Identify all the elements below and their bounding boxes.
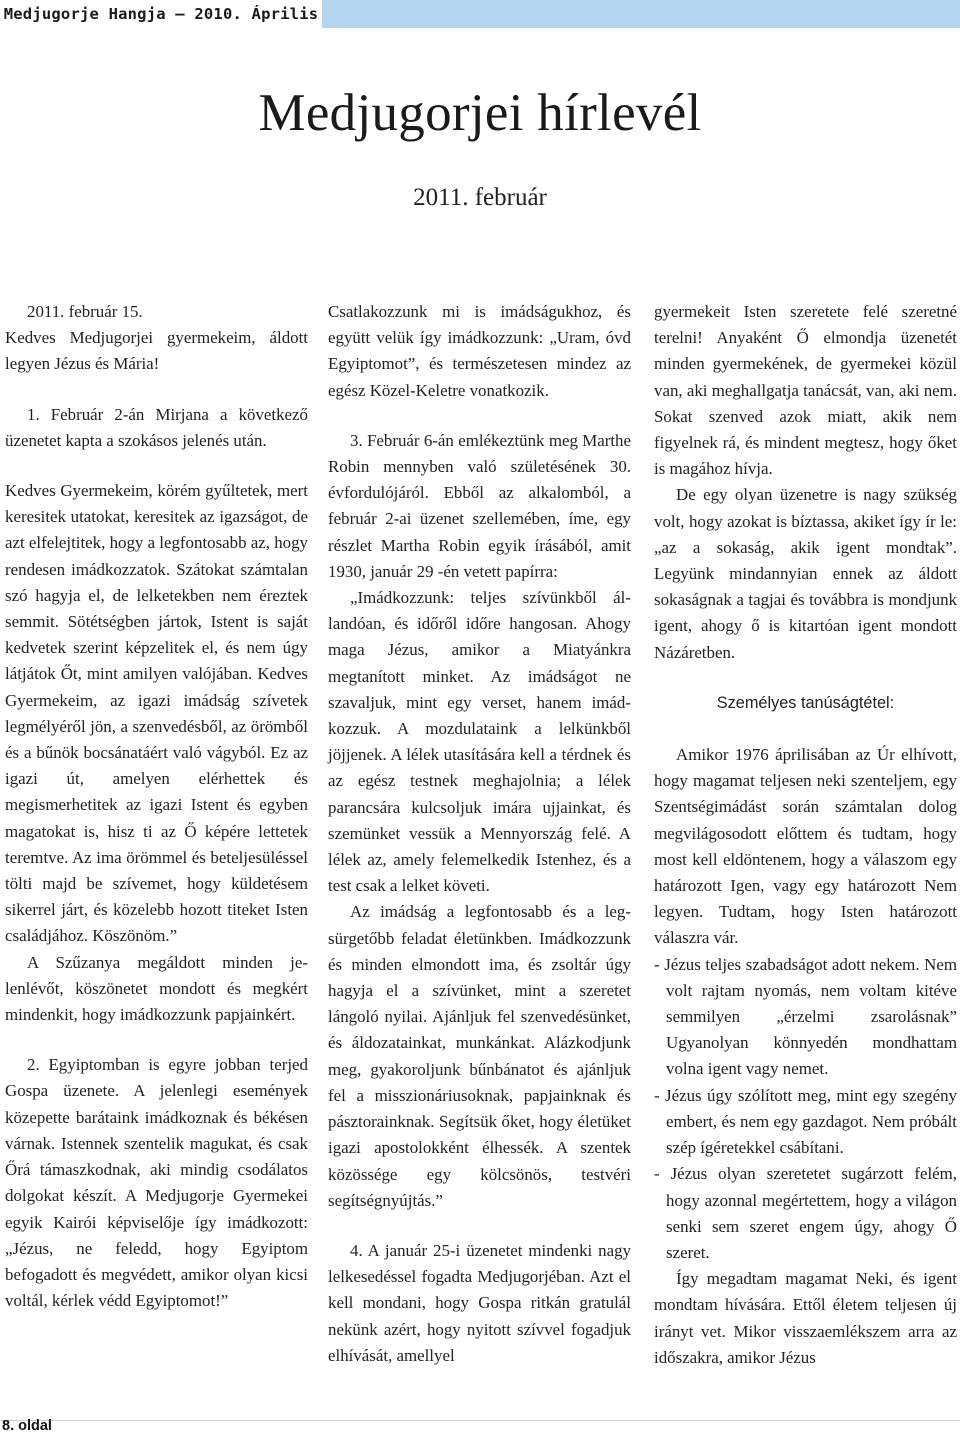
marthe-robin-quote: „Imádkozzunk: teljes szívünkből állandóan, és időről időre hangosan. Ahogy maga Jézus, amikor a Miatyánkra megtanított minket. Az imádságot ne szavaljuk, mint egy verset, hanem imádkozzuk. A mozdulataink a lelkünkből jöjjenek. A lélek utasítására kell a térdnek és az egész testnek meghajolnia; a lélek parancsára kulcsoljuk imára ujjainkat, és szemünket vessük a Mennyország felé. A lélek az, amely felemelkedik Istenhez, és a test csak a lelket követi.	[328, 588, 631, 896]
section-1-intro: 1. Február 2-án Mirjana a következő üzenetet kapta a szokásos jelenés után.	[5, 404, 308, 450]
text-column-3	[654, 299, 957, 1371]
footer-divider	[0, 1420, 960, 1421]
page-title: Medjugorjei hírlevél	[258, 84, 702, 142]
section-2-paragraph: 2. Egyiptomban is egyre jobban terjed Gospa üzenete. A jelenlegi események közepette barátaink imádkoznak és békésen várnak. Istennek szentelik magukat, és csak Őrá támaszkodnak, aki mindig csodálatos dolgokat készít. A Medjugorje Gyermekei egyik Kairói képviselője így imádkozott: „Jézus, ne feledd, hogy Egyiptom befogadott és megvédett, amikor olyan kicsi voltál, kérlek védd Egyiptomot!”	[5, 1055, 308, 1311]
greeting: Kedves Medjugorjei gyermekeim, áldott legyen Jézus és Mária!	[5, 328, 308, 374]
section-3-paragraph: 3. Február 6-án emlékeztünk meg Marthe Robin mennyben való születésének 30. évfordulójáról. Ebből az alkalomból, a február 2-ai üzenet szellemében, íme, egy részlet Martha Robin egyik írásából, amit 1930, január 29 -én vetett papírra:	[328, 430, 631, 581]
message-text: Kedves Gyermekeim, körém gyűltetek, mert keresitek utatokat, keresitek az igazságot, de azt elfelejtitek, hogy a legfontosabb az, hogy rendesen imádkozzatok. Szátokat számtalan szó hagyja el, de lelketekben nem éreztek semmit. Sötétségben jártok, Istent is saját kedvetek szerint képzelitek el, és nem úgy látjátok Őt, mint amilyen valójában. Kedves Gyermekeim, az igazi imádság szívetek legmélyéről jön, a szenvedésből, az örömből és a bűnök bocsánatáért való vágyból. Ez az igazi út, amelyen elérhettek és megismerhetitek az igazi Istent és egyben magatokat is, hisz ti az Ő képére lettetek teremtve. Az ima örömmel és beteljesüléssel tölti majd be szívemet, hogy küldetésem sikerrel járt, és közelebb hozott titeket Isten családjához. Köszönöm.”	[5, 481, 308, 946]
testimony-point-3: - Jézus olyan szeretetet sugárzott felém, hogy azonnal megértettem, hogy a világon senki sem szeret engem úgy, ahogy Ő szeret.	[654, 1164, 957, 1262]
letter-date: 2011. február 15.	[27, 302, 143, 321]
testimony-heading: Személyes tanúságtétel:	[716, 693, 895, 712]
header-accent-bar	[322, 0, 960, 28]
running-header	[0, 0, 960, 28]
testimony-paragraph: Amikor 1976 áprilisában az Úr elhívott, hogy magamat teljesen neki szenteljem, egy Szentségimádást során számtalan dolog megvilágosodott előttem és tudtam, hogy most kell eldöntenem, hogy a válaszom egy határozott Igen, vagy egy határozott Nem legyen. Tudtam, hogy Isten határozott válaszra vár.	[654, 745, 957, 948]
continuation-paragraph: gyermekeit Isten szeretete felé szeretné terelni! Anyaként Ő elmondja üzenetét minden gyermekének, de gyermekei közül van, aki meghallgatja tanácsát, van, aki nem. Sokat szenved azok miatt, akik nem figyelnek rá, és mindent megtesz, hogy őket is magához hívja.	[654, 302, 957, 479]
text-column-1	[5, 299, 308, 1314]
text-column-2	[328, 299, 631, 1369]
marthe-robin-quote-cont: Az imádság a legfontosabb és a legsürgetőbb feladat életünkben. Imádkozzunk és minden elmondott ima, és zsoltár úgy hagyja el a szívünket, mint a szeretet lángoló nyilai. Ajánljuk fel szenvedésünket, és áldozatainkat, munkánkat. Alázkodjunk meg, gyakoroljunk bűnbánatot és ajánljuk fel a misszionáriusoknak, papjainknak és pásztorainknak. Segítsük őket, hogy életüket igazi apostolokként élhessék. A szentek közössége egy kölcsönös, testvéri segítségnyújtás.”	[328, 902, 631, 1210]
testimony-point-2: - Jézus úgy szólított meg, mint egy szegény embert, és nem egy gazdagot. Nem próbált szép ígéretekkel csábítani.	[654, 1085, 957, 1158]
section-4-paragraph: 4. A január 25-i üzenetet mindenki nagy lelkesedéssel fogadta Medjugorjéban. Azt el kell mondani, hogy Gospa ritkán gratulál nekünk azért, hogy nyitott szívvel fogadjuk elhívását, amellyel	[328, 1240, 631, 1365]
testimony-point-1: - Jézus teljes szabadságot adott nekem. Nem volt rajtam nyomás, nem voltam kitéve semmilyen „érzelmi zsarolásnak” Ugyanolyan könnyedén mondhattam volna igent vagy nemet.	[654, 954, 957, 1079]
blessing-paragraph: A Szűzanya megáldott minden jelenlévőt, köszönetet mondott és megkért mindenkit, hogy imádkozzunk papjainkért.	[5, 952, 308, 1025]
testimony-conclusion: Így megadtam magamat Neki, és igent mondtam hívására. Ettől életem teljesen új irányt vet. Mikor visszaemlékszem arra az időszakra, amikor Jézus	[654, 1269, 957, 1367]
issue-date: 2011. február	[413, 184, 547, 211]
running-header-title: Medjugorje Hangja — 2010. Április	[0, 0, 322, 28]
prayer-paragraph: Csatlakozzunk mi is imádságukhoz, és együtt velük így imádkozzunk: „Uram, óvd Egyiptomot”, és természetesen mindez az egész Közel-Keletre vonatkozik.	[328, 302, 631, 400]
page-number: 8. oldal	[2, 1418, 52, 1434]
multitude-paragraph: De egy olyan üzenetre is nagy szükség volt, hogy azokat is bíztassa, akiket így ír le: „az a sokaság, akik igent mondtak”. Legyünk mindannyian ennek az áldott sokaságnak a tagjai és továbbra is mondjunk igent, ahogy ő is kitartóan igent mondott Názáretben.	[654, 485, 957, 662]
